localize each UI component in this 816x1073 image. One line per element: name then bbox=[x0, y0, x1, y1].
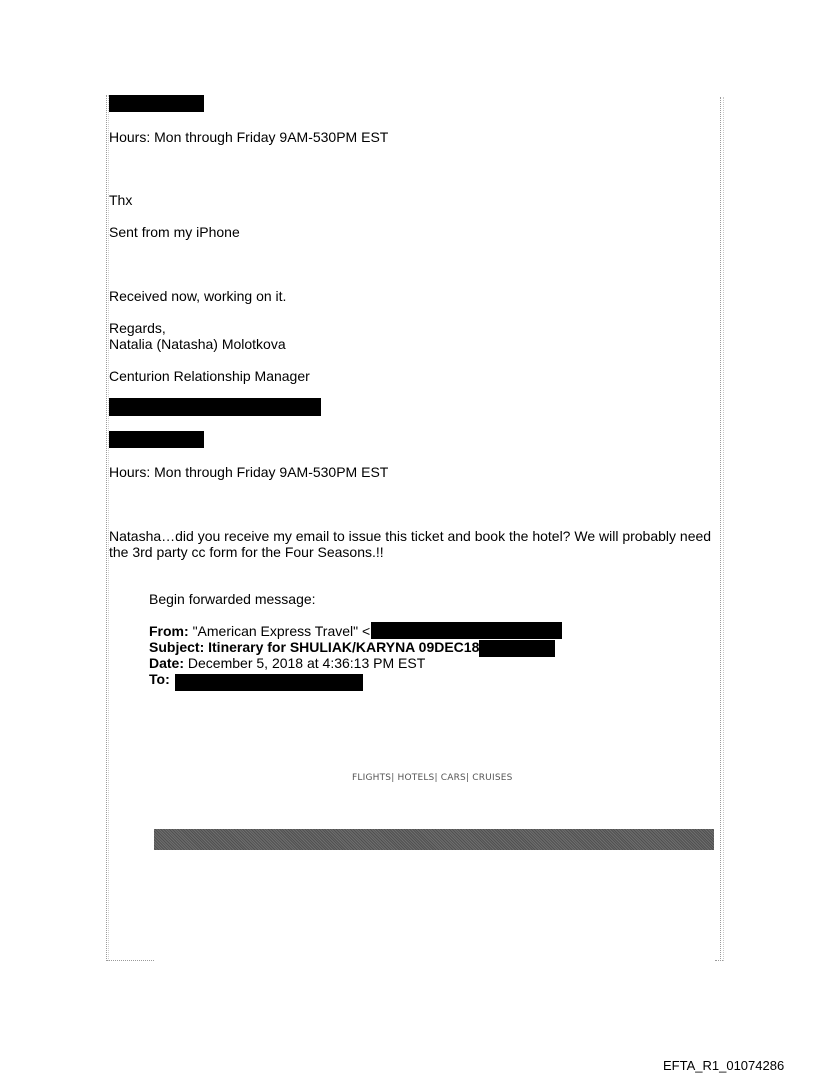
date-label: Date: bbox=[149, 655, 185, 671]
sender-title: Centurion Relationship Manager bbox=[109, 368, 310, 384]
reply-thx: Thx bbox=[109, 192, 133, 208]
hours-text: Hours: Mon through Friday 9AM-530PM EST bbox=[109, 464, 389, 480]
redaction-block bbox=[109, 431, 204, 448]
date-line bbox=[149, 656, 425, 671]
bottom-border-left bbox=[106, 960, 154, 961]
to-line bbox=[149, 672, 170, 687]
reply-natasha-question: Natasha…did you receive my email to issue this ticket and book the hotel? We will probably need the 3rd party cc form for the Four Seasons.!! bbox=[109, 528, 712, 560]
from-label: From: bbox=[149, 623, 189, 639]
sender-name: Natalia (Natasha) Molotkova bbox=[109, 336, 286, 352]
forward-intro: Begin forwarded message: bbox=[149, 591, 316, 607]
redaction-block bbox=[479, 640, 555, 657]
document-id: EFTA_R1_01074286 bbox=[663, 1058, 785, 1073]
hours-text: Hours: Mon through Friday 9AM-530PM EST bbox=[109, 129, 389, 145]
email-banner bbox=[154, 829, 714, 850]
regards-text: Regards, bbox=[109, 320, 166, 336]
subject-label: Subject: bbox=[149, 639, 205, 655]
travel-nav-links[interactable]: FLIGHTS| HOTELS| CARS| CRUISES bbox=[352, 773, 513, 783]
redaction-block bbox=[109, 398, 321, 416]
to-label: To: bbox=[149, 671, 170, 687]
subject-value: Itinerary for SHULIAK/KARYNA 09DEC18 bbox=[208, 639, 480, 655]
reply-received: Received now, working on it. bbox=[109, 288, 287, 304]
redaction-block bbox=[109, 95, 204, 112]
redaction-block bbox=[175, 674, 363, 691]
from-value: "American Express Travel" < bbox=[192, 623, 371, 639]
right-border bbox=[720, 97, 721, 961]
right-border-inner bbox=[723, 97, 724, 961]
bottom-border-right bbox=[715, 960, 723, 961]
subject-line bbox=[149, 640, 479, 655]
from-line bbox=[149, 624, 370, 639]
iphone-signature: Sent from my iPhone bbox=[109, 224, 240, 240]
date-value: December 5, 2018 at 4:36:13 PM EST bbox=[187, 655, 426, 671]
redaction-block bbox=[371, 622, 562, 639]
